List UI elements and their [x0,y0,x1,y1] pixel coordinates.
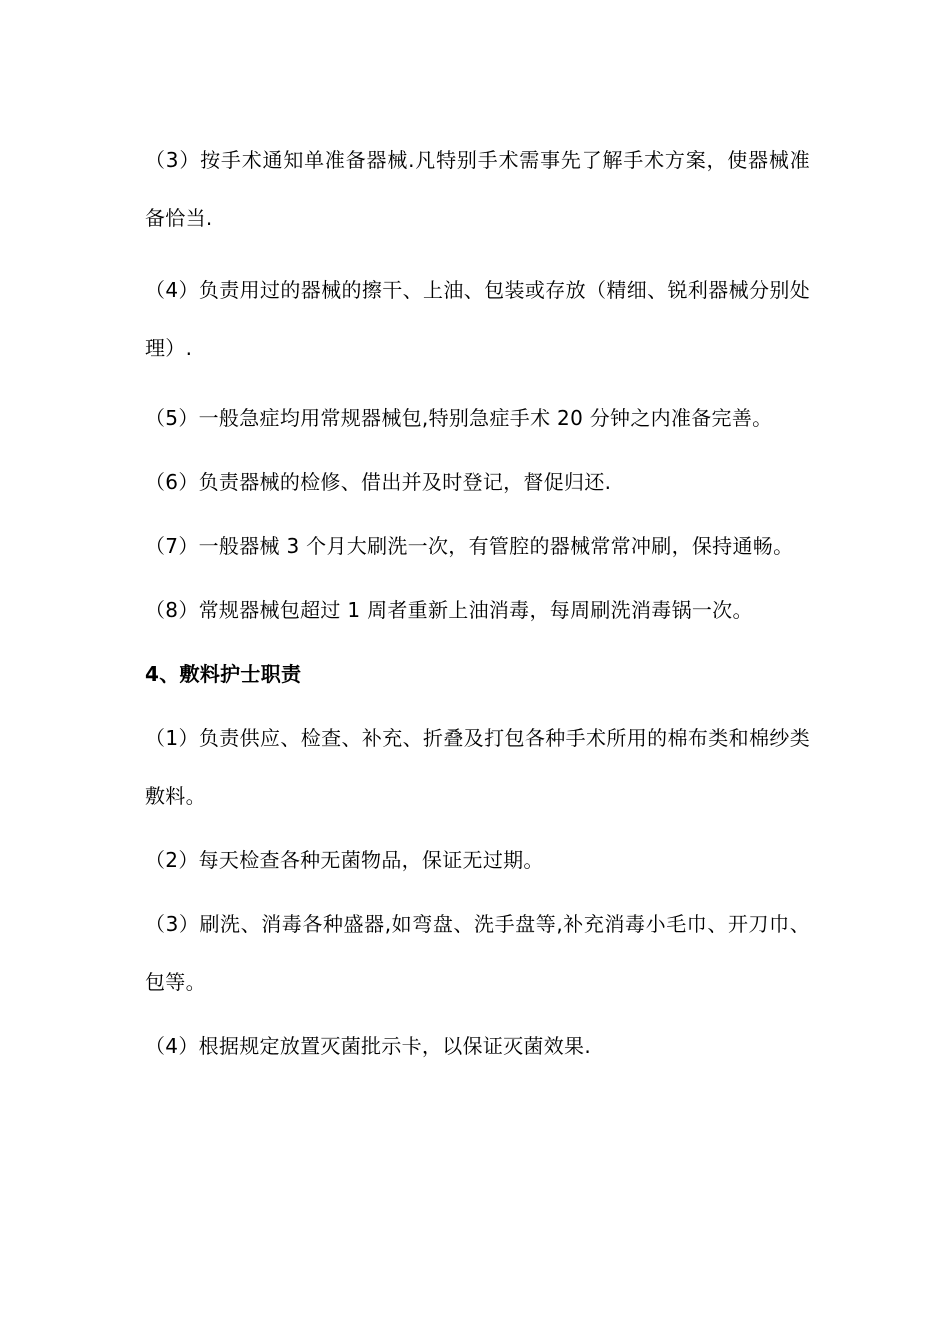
paragraph-item-6: （6）负责器械的检修、借出并及时登记，督促归还. [145,470,612,494]
paragraph-item-4: （4）负责用过的器械的擦干、上油、包装或存放（精细、锐利器械分别处理）. [145,278,810,360]
sub-paragraph-item-1: （1）负责供应、检查、补充、折叠及打包各种手术所用的棉布类和棉纱类敷料。 [145,726,810,808]
sub-paragraph-item-2: （2）每天检查各种无菌物品，保证无过期。 [145,848,544,872]
document-body [145,131,810,1075]
paragraph-item-5: （5）一般急症均用常规器械包,特别急症手术 20 分钟之内准备完善。 [145,406,773,430]
paragraph-item-3: （3）按手术通知单准备器械.凡特别手术需事先了解手术方案，使器械准备恰当. [145,148,810,230]
paragraph-item-8: （8）常规器械包超过 1 周者重新上油消毒，每周刷洗消毒锅一次。 [145,598,753,622]
paragraph-item-7: （7）一般器械 3 个月大刷洗一次，有管腔的器械常常冲刷，保持通畅。 [145,534,794,558]
sub-paragraph-item-3: （3）刷洗、消毒各种盛器,如弯盘、洗手盘等,补充消毒小毛巾、开刀巾、包等。 [145,912,810,994]
sub-paragraph-item-4: （4）根据规定放置灭菌批示卡，以保证灭菌效果. [145,1034,591,1058]
section-heading: 4、敷料护士职责 [145,662,302,686]
